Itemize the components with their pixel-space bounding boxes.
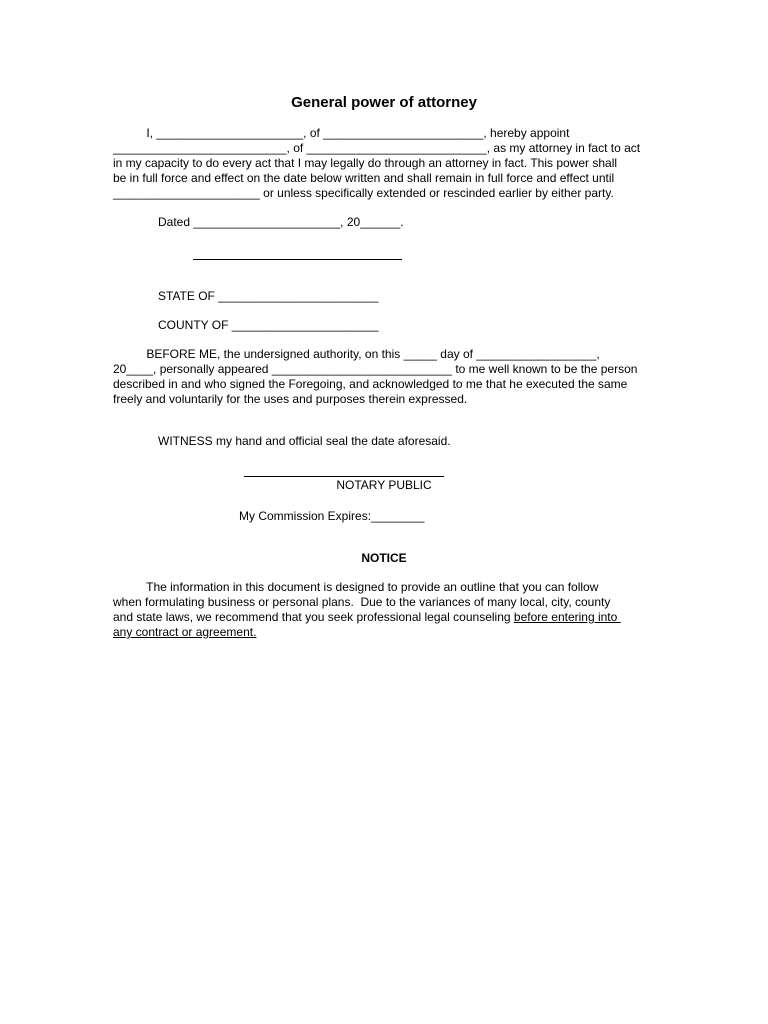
dated-line: Dated ______________________, 20______.	[158, 215, 404, 229]
acknowledgment-paragraph	[113, 347, 658, 407]
appointment-line-2: __________________________, of ___________________________, as my attorney in fact to act	[113, 141, 641, 155]
document-title: General power of attorney	[291, 94, 477, 111]
acknowledgment-line-2: 20____, personally appeared ___________________________ to me well known to be the person	[113, 362, 638, 376]
notice-paragraph	[113, 580, 658, 640]
witness-line: WITNESS my hand and official seal the date aforesaid.	[158, 434, 451, 448]
notice-line-3-text: and state laws, we recommend that you seek professional legal counseling	[113, 610, 514, 624]
notice-line-3	[113, 610, 658, 625]
appointment-paragraph	[113, 126, 658, 201]
appointment-line-1: I, ______________________, of ________________________, hereby appoint	[113, 126, 570, 140]
acknowledgment-line-3: described in and who signed the Foregoing, and acknowledged to me that he executed the same	[113, 377, 628, 391]
county-of-line: COUNTY OF ______________________	[158, 318, 379, 332]
acknowledgment-line-1: BEFORE ME, the undersigned authority, on this _____ day of __________________,	[113, 347, 600, 361]
notice-heading: NOTICE	[361, 551, 407, 565]
commission-expires-line: My Commission Expires:________	[239, 509, 425, 523]
appointment-line-3: in my capacity to do every act that I may legally do through an attorney in fact. This power shall	[113, 156, 618, 170]
notary-signature-line	[244, 476, 444, 477]
notice-line-4: any contract or agreement.	[113, 625, 257, 639]
appointment-line-5: ______________________ or unless specifically extended or rescinded earlier by either party.	[113, 186, 614, 200]
acknowledgment-line-4: freely and voluntarily for the uses and purposes therein expressed.	[113, 392, 468, 406]
notice-line-1: The information in this document is designed to provide an outline that you can follow	[113, 580, 599, 594]
state-of-line: STATE OF ________________________	[158, 289, 379, 303]
appointment-line-4: be in full force and effect on the date below written and shall remain in full force and effect until	[113, 171, 615, 185]
notice-line-3-underlined: before entering into	[513, 610, 621, 624]
notice-line-2: when formulating business or personal plans. Due to the variances of many local, city, county	[113, 595, 611, 609]
principal-signature-line	[193, 259, 402, 260]
notary-public-label: NOTARY PUBLIC	[336, 478, 432, 492]
